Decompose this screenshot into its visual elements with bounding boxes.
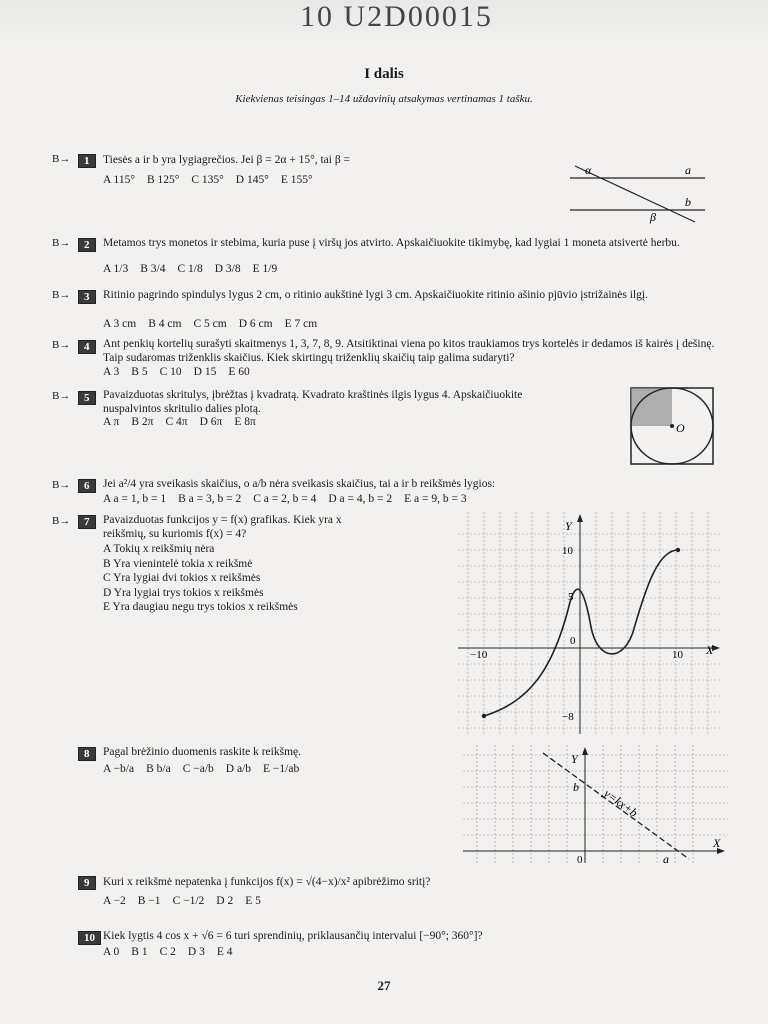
svg-text:10: 10 [562, 545, 573, 557]
svg-text:β: β [650, 210, 656, 224]
circle-in-square-figure [628, 385, 718, 467]
answer-options: A a = 1, b = 1 B a = 3, b = 2 C a = 2, b = 4 D a = 4, b = 2 E a = 9, b = 3 [103, 493, 467, 505]
svg-text:a: a [663, 852, 669, 863]
question-number: 7 [78, 512, 100, 530]
linear-function-figure [463, 745, 728, 863]
page-subtitle: Kiekvienas teisingas 1–14 uždavinių atsakymas vertinamas 1 tašku. [235, 93, 533, 105]
question-number: 5 [78, 388, 100, 406]
svg-text:Y: Y [565, 519, 572, 533]
question-text: Tiesės a ir b yra lygiagrečios. Jei β = 2α + 15°, tai β = [103, 154, 351, 166]
parallel-lines-figure [555, 158, 715, 228]
question-text: Pavaizduotas skritulys, įbrėžtas į kvadratą. Kvadrato kraštinės ilgis lygus 4. Apskaičiuokite nuspalvintos skritulio dalies plotą. [103, 389, 523, 415]
question-text: Kuri x reikšmė nepatenka į funkcijos f(x) = √(4−x)/x² apibrėžimo sritį? [103, 876, 431, 888]
question-marker: B→ [52, 289, 71, 301]
question-marker: B→ [52, 479, 71, 491]
answer-options: A 0 B 1 C 2 D 3 E 4 [103, 946, 233, 958]
answer-options: A 3 B 5 C 10 D 15 E 60 [103, 366, 250, 378]
question-text: Pagal brėžinio duomenis raskite k reikšmę. [103, 746, 302, 758]
svg-text:Y: Y [571, 752, 578, 766]
answer-options: A 1/3 B 3/4 C 1/8 D 3/8 E 1/9 [103, 263, 278, 275]
question-number: 10 [78, 928, 105, 946]
svg-text:0: 0 [570, 635, 576, 647]
svg-text:b: b [685, 195, 691, 209]
svg-text:b: b [573, 780, 579, 794]
svg-text:10: 10 [672, 649, 683, 661]
question-text: Metamos trys monetos ir stebima, kuria puse į viršų jos atvirto. Apskaičiuokite tikimybę, kad lygiai 1 moneta atsivertė herbu. [103, 237, 680, 249]
question-number: 1 [78, 151, 100, 169]
question-number: 8 [78, 744, 100, 762]
answer-options-list: A Tokių x reikšmių nėra B Yra vienintelė tokia x reikšmė C Yra lygiai dvi tokios x reikšmės D Yra lygiai trys tokios x reikšmės E Yra daugiau negu trys tokios x reikšmės [103, 543, 298, 613]
svg-text:0: 0 [577, 854, 583, 863]
answer-options: A 3 cm B 4 cm C 5 cm D 6 cm E 7 cm [103, 318, 318, 330]
page-number: 27 [377, 978, 391, 993]
page-title: I dalis [364, 66, 404, 82]
question-marker: B→ [52, 515, 71, 527]
svg-text:X: X [713, 836, 721, 850]
question-number: 4 [78, 337, 100, 355]
question-marker: B→ [52, 339, 71, 351]
question-marker: B→ [52, 390, 71, 402]
function-graph-figure [458, 512, 720, 734]
answer-options: A 115° B 125° C 135° D 145° E 155° [103, 174, 313, 186]
svg-text:y=kx+b: y=kx+b [601, 786, 641, 820]
answer-options: A π B 2π C 4π D 6π E 8π [103, 416, 256, 428]
svg-text:α: α [585, 163, 592, 177]
svg-text:−10: −10 [470, 649, 488, 661]
question-marker: B→ [52, 237, 71, 249]
question-number: 2 [78, 235, 100, 253]
svg-text:5: 5 [568, 591, 574, 603]
question-text: Kiek lygtis 4 cos x + √6 = 6 turi sprendinių, priklausančių intervalui [−90°; 360°]? [103, 930, 483, 942]
answer-options: A −b/a B b/a C −a/b D a/b E −1/ab [103, 763, 300, 775]
question-text: Ritinio pagrindo spindulys lygus 2 cm, o ritinio aukštinė lygi 3 cm. Apskaičiuokite ritinio ašinio pjūvio įstrižainės ilgį. [103, 289, 648, 301]
question-marker: B→ [52, 153, 71, 165]
question-number: 3 [78, 287, 100, 305]
svg-text:−8: −8 [562, 711, 574, 723]
question-number: 9 [78, 873, 100, 891]
question-text: Ant penkių kortelių surašyti skaitmenys 1, 3, 7, 8, 9. Atsitiktinai viena po kitos traukiamos trys kortelės ir dedamos iš kairės į dešinę. Taip sudaromas triženklis skaičius. Kiek skirtingų triženklių skaičių taip galima sudaryti? [103, 338, 715, 364]
svg-text:O: O [676, 421, 685, 435]
question-number: 6 [78, 476, 100, 494]
question-text: Jei a²/4 yra sveikasis skaičius, o a/b nėra sveikasis skaičius, tai a ir b reikšmės lygios: [103, 478, 496, 490]
answer-options: A −2 B −1 C −1/2 D 2 E 5 [103, 895, 261, 907]
question-text: Pavaizduotas funkcijos y = f(x) grafikas. Kiek yra x reikšmių, su kuriomis f(x) = 4? [103, 514, 342, 540]
svg-text:a: a [685, 163, 691, 177]
svg-text:X: X [706, 643, 714, 657]
header-code: 10 U2D00015 [300, 0, 493, 33]
